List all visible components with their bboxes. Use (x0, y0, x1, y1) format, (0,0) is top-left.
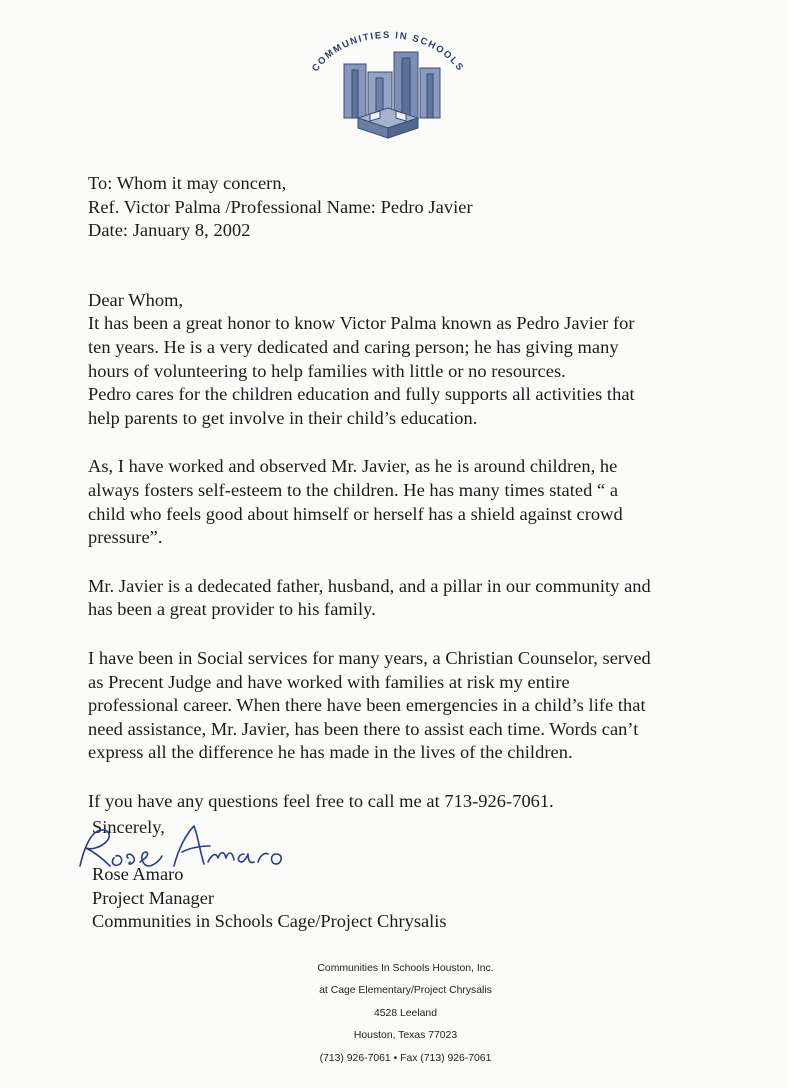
paragraph-4 (88, 647, 728, 765)
paragraph-2 (88, 455, 728, 549)
paragraph-line: hours of volunteering to help families with little or no resources. (88, 360, 566, 381)
valediction: Sincerely, (92, 817, 165, 837)
paragraph-line: as Precent Judge and have worked with families at risk my entire (88, 671, 570, 692)
salutation: Dear Whom, (88, 289, 184, 310)
paragraph-line: help parents to get involve in their child’s education. (88, 407, 478, 428)
footer-street: 4528 Leeland (374, 1007, 437, 1019)
to-line: To: Whom it may concern, (88, 173, 287, 193)
paragraph-line: has been a great provider to his family. (88, 599, 376, 620)
paragraph-line: Pedro cares for the children education and fully supports all activities that (88, 384, 635, 405)
paragraph-line: child who feels good about himself or herself has a shield against crowd (88, 503, 623, 524)
footer-phone-fax: (713) 926-7061 • Fax (713) 926-7061 (319, 1052, 492, 1064)
footer-location: at Cage Elementary/Project Chrysalis (319, 985, 492, 997)
signer-name: Rose Amaro (92, 864, 184, 885)
footer-city: Houston, Texas 77023 (353, 1030, 458, 1042)
paragraph-line: professional career. When there have been emergencies in a child’s life that (88, 695, 646, 716)
paragraph-line: As, I have worked and observed Mr. Javier, as he is around children, he (88, 456, 618, 477)
handwritten-signature (70, 818, 320, 876)
svg-text:COMMUNITIES IN SCHOOLS (310, 30, 466, 74)
footer-organization: Communities In Schools Houston, Inc. (317, 963, 494, 974)
letter-body (88, 172, 728, 813)
letterhead-footer (0, 958, 787, 1070)
paragraph-line: need assistance, Mr. Javier, has been there to assist each time. Words can’t (88, 718, 639, 739)
communities-in-schools-logo (296, 28, 480, 146)
paragraph-line: I have been in Social services for many years, a Christian Counselor, served (88, 647, 651, 668)
reference-line: Ref. Victor Palma /Professional Name: Pedro Javier (88, 196, 473, 217)
paragraph-line: express all the difference he has made in the lives of the children. (88, 742, 573, 763)
paragraph-line: ten years. He is a very dedicated and caring person; he has giving many (88, 336, 619, 357)
logo-buildings-graphic (344, 52, 440, 138)
paragraph-5: If you have any questions feel free to call me at 713-926-7061. (88, 790, 554, 811)
paragraph-3 (88, 575, 728, 622)
paragraph-line: pressure”. (88, 527, 163, 548)
date-line: Date: January 8, 2002 (88, 220, 251, 241)
paragraph-line: Mr. Javier is a dedecated father, husband, and a pillar in our community and (88, 575, 651, 596)
paragraph-1 (88, 312, 728, 430)
logo-arc-text: COMMUNITIES IN SCHOOLS (309, 29, 467, 74)
signer-title: Project Manager (92, 887, 215, 908)
paragraph-line: It has been a great honor to know Victor Palma known as Pedro Javier for (88, 313, 635, 334)
paragraph-line: always fosters self-esteem to the children. He has many times stated “ a (88, 479, 619, 500)
signer-organization: Communities in Schools Cage/Project Chrysalis (92, 911, 447, 932)
